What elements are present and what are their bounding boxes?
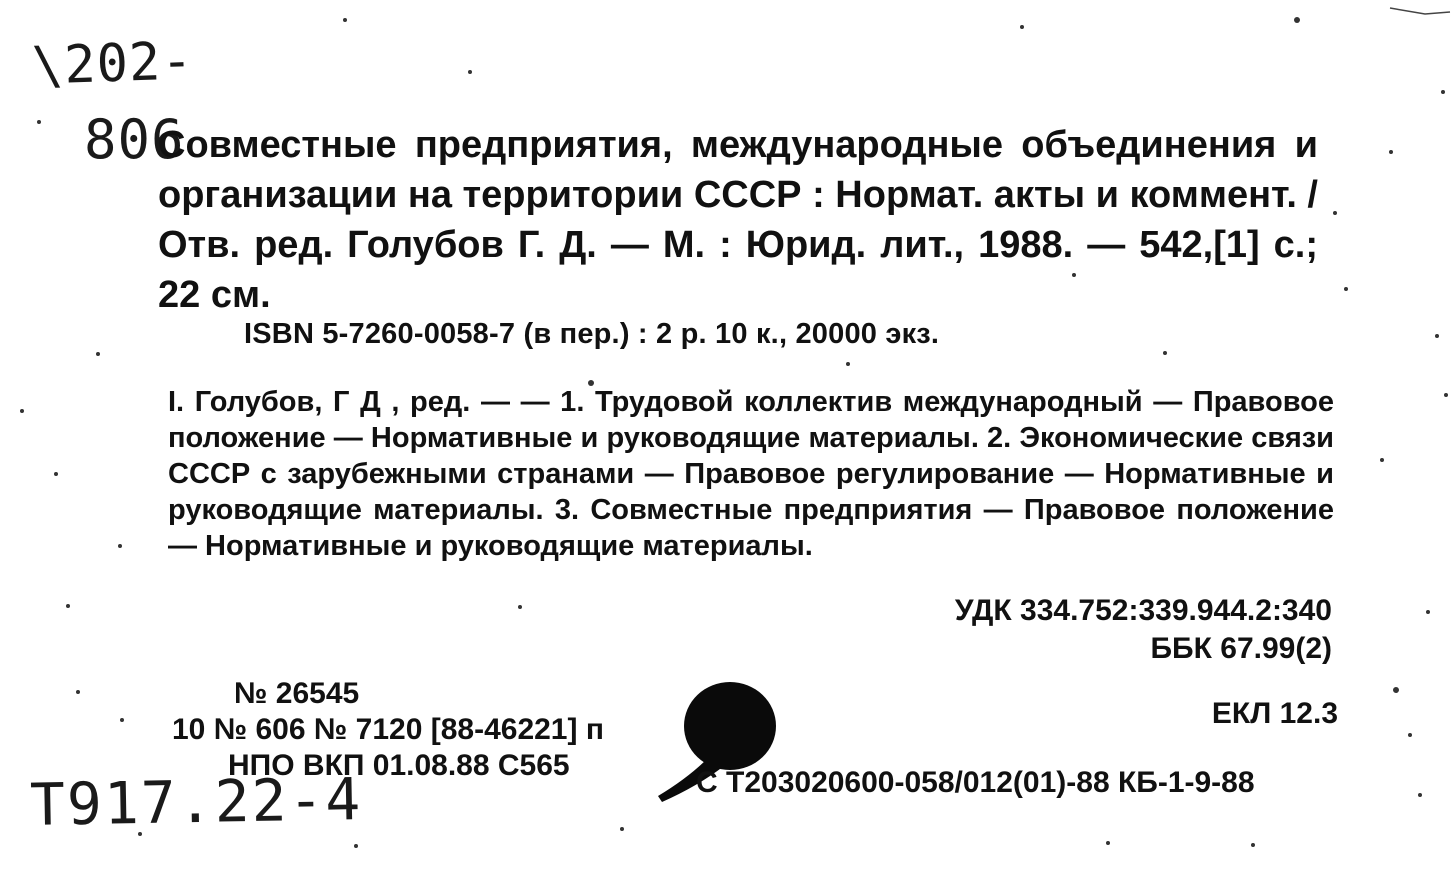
- handwritten-shelfmark-top: \202-: [31, 31, 195, 97]
- publisher-code: С Т203020600-058/012(01)-88 КБ-1-9-88: [696, 766, 1255, 799]
- bbk-code: ББК 67.99(2): [1150, 632, 1332, 665]
- bibliographic-description: Совместные предприятия, международные объединения и организации на территории СССР : Нормат. акты и коммент. / Отв. ред. Голубов Г. Д. — М. : Юрид. лит., 1988. — 542,[1] с.; 22 см.: [158, 124, 1318, 316]
- order-line: 10 № 606 № 7120 [88-46221] п: [172, 713, 604, 746]
- classification-block: [955, 592, 1332, 668]
- ekl-code: ЕКЛ 12.3: [1211, 697, 1338, 730]
- udk-code: УДК 334.752:339.944.2:340: [954, 594, 1332, 627]
- isbn-line: ISBN 5-7260-0058-7 (в пер.) : 2 р. 10 к., 20000 экз.: [244, 318, 940, 350]
- card-number: № 26545: [234, 677, 360, 710]
- subject-tracings: I. Голубов, Г Д , ред. — — 1. Трудовой коллектив международный — Правовое положение — Нормативные и руководящие материалы. 2. Экономические связи СССР с зарубежными странами — Правовое регулирование — Нормативные и руководящие материалы. 3. Совместные предприятия — Правовое положение — Нормативные и руководящие материалы.: [168, 386, 1334, 562]
- handwritten-shelfmark-number: 806: [84, 108, 185, 171]
- printer-line: НПО ВКП 01.08.88 С565: [228, 749, 570, 782]
- handwritten-call-number: T917.22-4: [29, 765, 363, 839]
